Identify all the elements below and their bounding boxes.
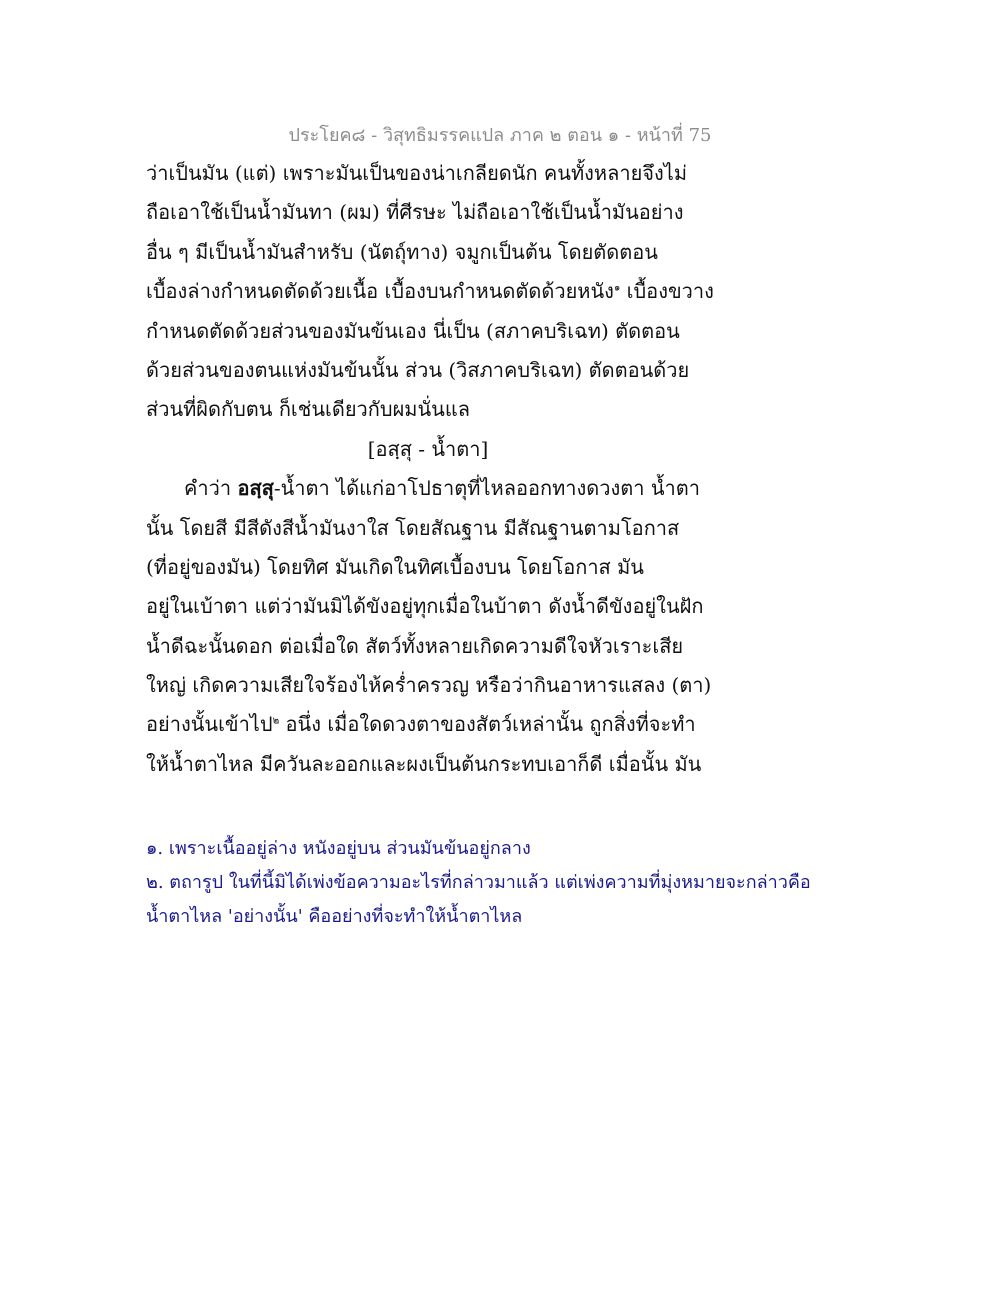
text-segment: คำว่า [184, 476, 232, 501]
text-line: (ที่อยู่ของมัน) โดยทิศ มันเกิดในทิศเบื้องบน โดยโอกาส มัน [146, 554, 644, 579]
text-line: น้ำดีฉะนั้นดอก ต่อเมื่อใด สัตว์ทั้งหลายเกิดความดีใจหัวเราะเสีย [146, 633, 684, 658]
main-text [146, 154, 866, 784]
text-line: ด้วยส่วนของตนแห่งมันข้นนั้น ส่วน (วิสภาคบริเฉท) ตัดตอนด้วย [146, 357, 690, 382]
text-line [146, 705, 866, 744]
running-head: ประโยค๘ - วิสุทธิมรรคแปล ภาค ๒ ตอน ๑ - หน้าที่ 75 [288, 125, 712, 146]
text-segment: -น้ำตา ได้แก่อาโปธาตุที่ไหลออกทางดวงตา น้ำตา [273, 476, 700, 501]
footnotes [146, 832, 866, 934]
footnote-1: ๑. เพราะเนื้ออยู่ล่าง หนังอยู่บน ส่วนมันข้นอยู่กลาง [146, 838, 531, 859]
footnote-2: ๒. ตถารูป ในที่นี้มิได้เพ่งข้อความอะไรที่กล่าวมาแล้ว แต่เพ่งความที่มุ่งหมายจะกล่าวคือ [146, 872, 811, 893]
text-segment: เบื้องล่างกำหนดตัดด้วยเนื้อ เบื้องบนกำหนดตัดด้วยหนัง [146, 279, 614, 304]
footnote-2-continued: น้ำตาไหล 'อย่างนั้น' คืออย่างที่จะทำให้น้ำตาไหล [146, 906, 523, 927]
text-line: ให้น้ำตาไหล มีควันละออกและผงเป็นต้นกระทบเอาก็ดี เมื่อนั้น มัน [146, 751, 702, 776]
text-segment: เบื้องขวาง [620, 279, 714, 304]
footnote-ref-1[interactable]: ๑ [613, 282, 621, 294]
text-line: ถือเอาใช้เป็นน้ำมันทา (ผม) ที่ศีรษะ ไม่ถือเอาใช้เป็นน้ำมันอย่าง [146, 200, 684, 225]
text-segment: อนึ่ง เมื่อใดดวงตาของสัตว์เหล่านั้น ถูกสิ่งที่จะทำ [279, 712, 696, 737]
text-segment: อย่างนั้นเข้าไป [146, 712, 273, 737]
text-line: ว่าเป็นมัน (แต่) เพราะมันเป็นของน่าเกลียดนัก คนทั้งหลายจึงไม่ [146, 161, 688, 185]
text-line [146, 272, 866, 311]
text-line: ใหญ่ เกิดความเสียใจร้องไห้คร่ำครวญ หรือว่ากินอาหารแสลง (ตา) [146, 673, 712, 698]
text-line: นั้น โดยสี มีสีดังสีน้ำมันงาใส โดยสัณฐาน มีสัณฐานตามโอกาส [146, 515, 680, 540]
text-line: อื่น ๆ มีเป็นน้ำมันสำหรับ (นัตถุ์ทาง) จมูกเป็นต้น โดยตัดตอน [146, 239, 658, 264]
text-line: อยู่ในเบ้าตา แต่ว่ามันมิได้ขังอยู่ทุกเมื่อในบ้าตา ดังน้ำดีขังอยู่ในฝัก [146, 594, 704, 619]
section-heading: [อสฺสุ - น้ำตา] [367, 436, 489, 461]
text-line [146, 469, 866, 508]
text-line: ส่วนที่ผิดกับตน ก็เช่นเดียวกับผมนั่นแล [146, 397, 470, 422]
text-line: กำหนดตัดด้วยส่วนของมันข้นเอง นี่เป็น (สภาคบริเฉท) ตัดตอน [146, 318, 680, 343]
term-highlight: อสฺสุ [237, 476, 274, 501]
footnote-ref-2[interactable]: ๒ [272, 715, 280, 727]
